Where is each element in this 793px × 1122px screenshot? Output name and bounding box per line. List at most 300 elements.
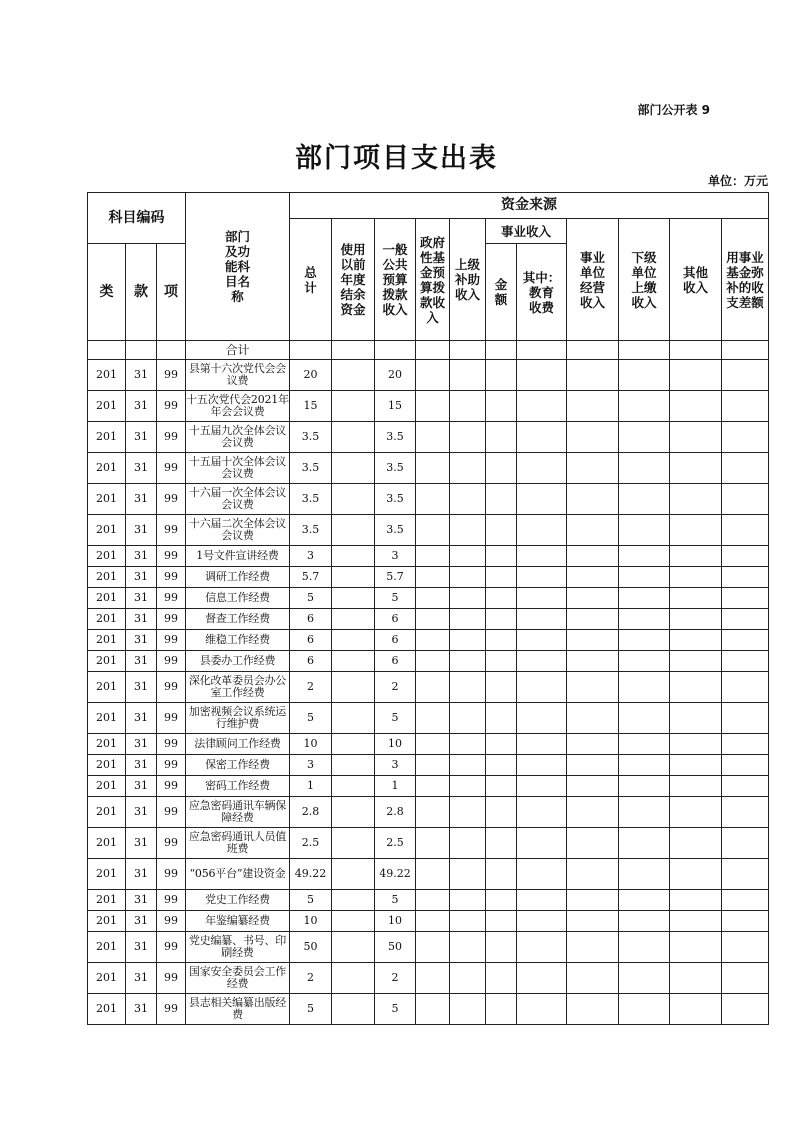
cell-prior [332,703,375,734]
cell-lower [619,651,670,672]
cell-lei: 201 [88,797,126,828]
cell-biz-amount [486,672,517,703]
cell-total: 2 [290,672,332,703]
header-business-edu-fee: 其中： 教育 收费 [517,244,567,341]
cell-total: 2.8 [290,797,332,828]
cell-other [670,890,722,911]
cell-lei: 201 [88,755,126,776]
table-row [88,734,769,755]
cell-biz-edu [517,567,567,588]
cell-biz-edu [517,911,567,932]
cell-lower [619,630,670,651]
cell-gov-fund [416,630,450,651]
cell-xiang: 99 [157,546,186,567]
cell-xiang: 99 [157,484,186,515]
cell-biz-amount [486,630,517,651]
header-subject-code: 科目编码 [88,193,186,244]
cell-fund-makeup [722,453,769,484]
cell-fund-makeup [722,994,769,1025]
table-row [88,588,769,609]
cell-fund-makeup [722,391,769,422]
cell-other [670,630,722,651]
cell-lei: 201 [88,734,126,755]
cell-gov-fund [416,994,450,1025]
cell-lei: 201 [88,932,126,963]
cell-gov-fund [416,797,450,828]
cell-lower [619,755,670,776]
cell-prior [332,828,375,859]
header-xiang: 项 [157,244,186,341]
unit-label: 单位：万元 [707,174,768,188]
cell-operating [567,391,619,422]
cell-name: 维稳工作经费 [186,630,290,651]
cell-total: 3.5 [290,484,332,515]
cell-kuan: 31 [126,453,157,484]
cell-operating [567,755,619,776]
cell-operating [567,651,619,672]
cell-lei: 201 [88,828,126,859]
cell-xiang: 99 [157,360,186,391]
cell-total: 5.7 [290,567,332,588]
cell-name: 法律顾问工作经费 [186,734,290,755]
cell-fund-makeup [722,890,769,911]
cell-lei: 201 [88,567,126,588]
cell-biz-amount [486,776,517,797]
cell-lei: 201 [88,391,126,422]
cell-other [670,734,722,755]
cell-biz-amount [486,515,517,546]
cell-operating [567,609,619,630]
cell-name: 督查工作经费 [186,609,290,630]
cell-general: 5.7 [375,567,416,588]
cell-total: 3.5 [290,453,332,484]
table-row [88,515,769,546]
cell-biz-amount [486,828,517,859]
cell-xiang: 99 [157,630,186,651]
cell-general: 3.5 [375,484,416,515]
cell-gov-fund [416,963,450,994]
cell-biz-amount [486,703,517,734]
cell-general: 3.5 [375,422,416,453]
cell-biz-amount [486,797,517,828]
cell-gov-fund [416,546,450,567]
cell-lower [619,391,670,422]
total-row [88,341,769,360]
cell-other [670,453,722,484]
cell-operating [567,567,619,588]
cell-prior [332,932,375,963]
table-row [88,963,769,994]
cell-prior [332,484,375,515]
cell-xiang: 99 [157,703,186,734]
cell-general: 10 [375,734,416,755]
cell-prior [332,630,375,651]
cell-other [670,672,722,703]
cell-biz-edu [517,484,567,515]
cell-general: 6 [375,651,416,672]
cell-name: 县志相关编纂出版经费 [186,994,290,1025]
cell-total: 3 [290,755,332,776]
cell-total: 20 [290,360,332,391]
cell-operating [567,672,619,703]
cell-biz-amount [486,994,517,1025]
cell-prior [332,567,375,588]
cell-other [670,703,722,734]
cell-lower [619,828,670,859]
cell-kuan: 31 [126,609,157,630]
cell-upper [450,360,486,391]
table-row [88,911,769,932]
cell-general: 10 [375,911,416,932]
cell-lower [619,776,670,797]
cell-prior [332,890,375,911]
cell-operating [567,859,619,890]
header-other-income: 其他 收入 [670,219,722,341]
header-prior-balance: 使用 以前 年度 结余 资金 [332,219,375,341]
cell-total: 5 [290,588,332,609]
cell-name: 深化改革委员会办公室工作经费 [186,672,290,703]
cell-other [670,963,722,994]
header-general-budget: 一般 公共 预算 拨款 收入 [375,219,416,341]
table-row [88,672,769,703]
cell-operating [567,797,619,828]
cell-gov-fund [416,703,450,734]
cell-gov-fund [416,734,450,755]
cell-lei: 201 [88,588,126,609]
cell-operating [567,703,619,734]
cell-gov-fund [416,515,450,546]
header-total: 总 计 [290,219,332,341]
cell-general: 5 [375,588,416,609]
cell-prior [332,609,375,630]
table-row [88,797,769,828]
cell-total: 6 [290,609,332,630]
cell-operating [567,911,619,932]
cell-fund-makeup [722,567,769,588]
cell-gov-fund [416,360,450,391]
table-row [88,630,769,651]
cell-other [670,859,722,890]
cell-biz-amount [486,567,517,588]
cell-kuan: 31 [126,932,157,963]
cell-gov-fund [416,672,450,703]
cell-operating [567,932,619,963]
cell-lower [619,484,670,515]
cell-lower [619,963,670,994]
cell-fund-makeup [722,755,769,776]
cell-lower [619,515,670,546]
cell-total: 5 [290,703,332,734]
cell-lower [619,890,670,911]
cell-lei: 201 [88,609,126,630]
table-row [88,932,769,963]
cell-operating [567,422,619,453]
table-row [88,859,769,890]
table-row [88,546,769,567]
cell-kuan: 31 [126,859,157,890]
cell-prior [332,672,375,703]
cell-total: 2.5 [290,828,332,859]
cell-name: 党史编纂、书号、印刷经费 [186,932,290,963]
cell-upper [450,453,486,484]
header-business-income: 事业收入 [486,219,567,244]
cell-xiang: 99 [157,994,186,1025]
cell-upper [450,797,486,828]
cell-operating [567,360,619,391]
cell-general: 6 [375,609,416,630]
cell-biz-edu [517,546,567,567]
cell-upper [450,963,486,994]
cell-prior [332,588,375,609]
cell-kuan: 31 [126,963,157,994]
cell-other [670,360,722,391]
cell-other [670,484,722,515]
cell-biz-edu [517,391,567,422]
cell-biz-edu [517,776,567,797]
cell-name: 十六届一次全体会议会议费 [186,484,290,515]
table-row [88,703,769,734]
cell-xiang: 99 [157,609,186,630]
cell-other [670,567,722,588]
cell-prior [332,734,375,755]
cell-prior [332,422,375,453]
cell-lower [619,797,670,828]
cell-total: 2 [290,963,332,994]
cell-kuan: 31 [126,755,157,776]
cell-biz-edu [517,515,567,546]
cell-prior [332,453,375,484]
cell-biz-edu [517,859,567,890]
cell-xiang: 99 [157,755,186,776]
cell-lower [619,994,670,1025]
cell-biz-amount [486,859,517,890]
cell-operating [567,890,619,911]
cell-lei: 201 [88,546,126,567]
cell-biz-amount [486,651,517,672]
cell-general: 50 [375,932,416,963]
cell-xiang: 99 [157,672,186,703]
cell-general: 3 [375,546,416,567]
cell-xiang: 99 [157,391,186,422]
cell-xiang: 99 [157,515,186,546]
cell-name: 1号文件宣讲经费 [186,546,290,567]
cell-upper [450,703,486,734]
cell-lower [619,932,670,963]
cell-biz-amount [486,391,517,422]
cell-fund-makeup [722,609,769,630]
cell-lei: 201 [88,672,126,703]
cell-total: 10 [290,911,332,932]
cell-prior [332,859,375,890]
cell-gov-fund [416,828,450,859]
cell-kuan: 31 [126,588,157,609]
cell-xiang: 99 [157,890,186,911]
header-operating-income: 事业 单位 经营 收入 [567,219,619,341]
cell-general: 1 [375,776,416,797]
cell-biz-amount [486,360,517,391]
cell-gov-fund [416,588,450,609]
cell-biz-amount [486,755,517,776]
cell-xiang: 99 [157,859,186,890]
cell-other [670,546,722,567]
cell-name: 保密工作经费 [186,755,290,776]
cell-gov-fund [416,890,450,911]
cell-operating [567,630,619,651]
cell-lei: 201 [88,890,126,911]
cell-lei: 201 [88,453,126,484]
cell-biz-edu [517,360,567,391]
cell-upper [450,630,486,651]
cell-lower [619,588,670,609]
cell-biz-amount [486,932,517,963]
cell-gov-fund [416,651,450,672]
cell-general: 5 [375,703,416,734]
cell-other [670,651,722,672]
cell-name: 加密视频会议系统运行维护费 [186,703,290,734]
cell-lower [619,859,670,890]
cell-name: 十五届十次全体会议会议费 [186,453,290,484]
cell-name: “056平台”建设资金 [186,859,290,890]
cell-name: 年鉴编纂经费 [186,911,290,932]
cell-xiang: 99 [157,963,186,994]
cell-total: 15 [290,391,332,422]
table-row [88,484,769,515]
cell-kuan: 31 [126,994,157,1025]
cell-gov-fund [416,422,450,453]
cell-fund-makeup [722,734,769,755]
page-title: 部门项目支出表 [295,143,498,174]
cell-fund-makeup [722,859,769,890]
cell-prior [332,776,375,797]
cell-lower [619,609,670,630]
cell-lei: 201 [88,484,126,515]
cell-biz-amount [486,546,517,567]
cell-upper [450,755,486,776]
cell-general: 2.8 [375,797,416,828]
header-fund-source: 资金来源 [290,193,769,219]
cell-fund-makeup [722,588,769,609]
cell-other [670,515,722,546]
cell-lei: 201 [88,859,126,890]
cell-upper [450,994,486,1025]
cell-operating [567,734,619,755]
cell-prior [332,994,375,1025]
cell-other [670,828,722,859]
cell-lower [619,911,670,932]
header-lower-remit: 下级 单位 上缴 收入 [619,219,670,341]
cell-lower [619,422,670,453]
cell-fund-makeup [722,546,769,567]
cell-lei: 201 [88,360,126,391]
cell-kuan: 31 [126,672,157,703]
cell-fund-makeup [722,630,769,651]
cell-kuan: 31 [126,360,157,391]
cell-general: 3 [375,755,416,776]
cell-biz-edu [517,672,567,703]
cell-total: 1 [290,776,332,797]
cell-other [670,588,722,609]
cell-biz-edu [517,963,567,994]
table-row [88,360,769,391]
cell-gov-fund [416,453,450,484]
table-row [88,651,769,672]
cell-lower [619,360,670,391]
cell-biz-edu [517,994,567,1025]
cell-lei: 201 [88,630,126,651]
cell-biz-edu [517,651,567,672]
cell-lei: 201 [88,651,126,672]
cell-biz-amount [486,588,517,609]
table-row [88,776,769,797]
cell-fund-makeup [722,703,769,734]
cell-prior [332,651,375,672]
cell-lei: 201 [88,703,126,734]
cell-operating [567,515,619,546]
cell-xiang: 99 [157,567,186,588]
cell-xiang: 99 [157,651,186,672]
cell-biz-edu [517,734,567,755]
cell-kuan: 31 [126,567,157,588]
cell-upper [450,734,486,755]
cell-operating [567,588,619,609]
cell-name: 调研工作经费 [186,567,290,588]
cell-xiang: 99 [157,828,186,859]
cell-other [670,391,722,422]
cell-xiang: 99 [157,422,186,453]
cell-operating [567,963,619,994]
cell-other [670,932,722,963]
cell-general: 20 [375,360,416,391]
cell-gov-fund [416,484,450,515]
table-row [88,391,769,422]
cell-biz-edu [517,703,567,734]
cell-kuan: 31 [126,546,157,567]
header-upper-subsidy: 上级 补助 收入 [450,219,486,341]
cell-prior [332,963,375,994]
cell-name: 县委办工作经费 [186,651,290,672]
cell-upper [450,484,486,515]
cell-total: 6 [290,630,332,651]
cell-fund-makeup [722,963,769,994]
cell-name: 十五届九次全体会议会议费 [186,422,290,453]
cell-name: 党史工作经费 [186,890,290,911]
table-row [88,755,769,776]
cell-kuan: 31 [126,651,157,672]
cell-general: 49.22 [375,859,416,890]
cell-fund-makeup [722,515,769,546]
cell-kuan: 31 [126,630,157,651]
header-gov-fund: 政府 性基 金预 算拨 款收 入 [416,219,450,341]
cell-other [670,776,722,797]
header-kuan: 款 [126,244,157,341]
cell-xiang: 99 [157,932,186,963]
cell-kuan: 31 [126,703,157,734]
cell-name: 信息工作经费 [186,588,290,609]
document-number: 部门公开表 9 [637,103,710,117]
cell-biz-edu [517,630,567,651]
cell-upper [450,588,486,609]
cell-prior [332,755,375,776]
cell-other [670,422,722,453]
cell-biz-amount [486,734,517,755]
table-row [88,453,769,484]
cell-lower [619,703,670,734]
cell-general: 2.5 [375,828,416,859]
cell-kuan: 31 [126,776,157,797]
cell-lei: 201 [88,911,126,932]
table-row [88,609,769,630]
cell-fund-makeup [722,651,769,672]
